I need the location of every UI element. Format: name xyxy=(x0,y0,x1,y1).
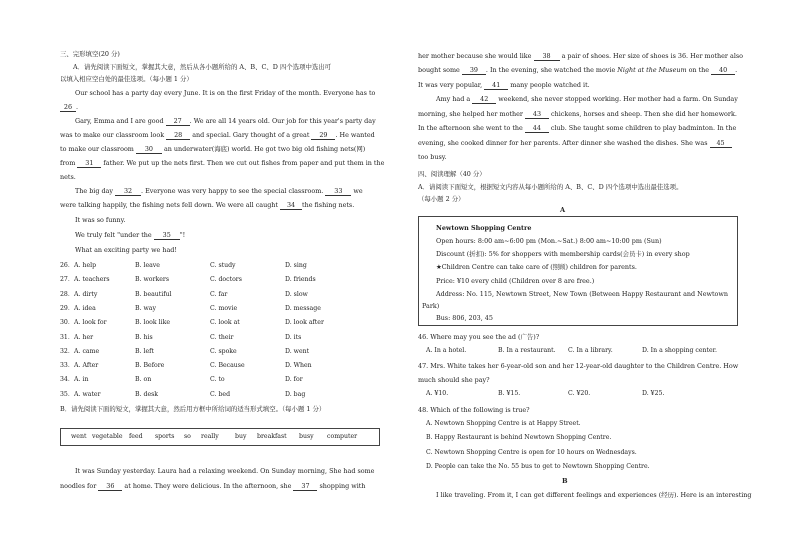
q48-option-d[interactable]: D. People can take the No. 55 bus to get to Newtown Shopping Centre. xyxy=(426,463,650,470)
passage-line: It was Sunday yesterday. Laura had a relaxing weekend. On Sunday morning, She had some xyxy=(75,467,375,475)
passage-b-marker: B xyxy=(562,477,568,485)
cloze-option[interactable]: 29．A. idea xyxy=(60,304,96,312)
cloze-option[interactable]: D. look after xyxy=(285,319,324,327)
passage-b-first-line: I like traveling. From it, I can get different feelings and experiences (经历). Here is an interesting xyxy=(436,491,752,499)
blank-29[interactable]: 29 xyxy=(311,131,335,140)
q46-option-a[interactable]: A. In a hotel. xyxy=(426,347,467,354)
cloze-option[interactable]: C. movie xyxy=(210,304,238,312)
q47-option-b[interactable]: B. ¥15. xyxy=(498,390,521,397)
cloze-option[interactable]: C. look at xyxy=(210,319,240,327)
passage-line xyxy=(60,201,354,210)
text: weekend, she never stopped working. Her mother had a farm. On Sunday xyxy=(498,95,738,103)
blank-37[interactable]: 37 xyxy=(293,482,317,491)
section-3a-instruction-2: 以填入相应空白处的最佳选项。（每小题 1 分） xyxy=(60,75,193,83)
cloze-option[interactable]: 34．A. in xyxy=(60,376,89,384)
question-46: 46. Where may you see the ad (广告)? xyxy=(418,333,540,341)
passage-a-marker: A xyxy=(560,206,566,214)
cloze-option[interactable]: C. Because xyxy=(210,362,245,370)
ad-title: Newtown Shopping Centre xyxy=(436,224,532,232)
text: to make our classroom xyxy=(60,145,134,153)
cloze-option[interactable]: B. way xyxy=(135,304,156,312)
text: shopping with xyxy=(319,482,366,490)
word: really xyxy=(201,433,219,440)
cloze-option[interactable]: 28．A. dirty xyxy=(60,290,98,298)
section-4a-instruction-2: （每小题 2 分） xyxy=(418,195,465,203)
cloze-option[interactable]: C. doctors xyxy=(210,276,242,284)
cloze-option[interactable]: B. his xyxy=(135,333,153,341)
cloze-option[interactable]: B. leave xyxy=(135,262,160,269)
text: an underwater(海底) world. He got two big old fishing nets(网) xyxy=(163,145,366,153)
q48-option-c[interactable]: C. Newtown Shopping Centre is open for 10 hours on Wednesdays. xyxy=(426,449,637,456)
cloze-option[interactable]: 31．A. her xyxy=(60,333,94,341)
cloze-option[interactable]: B. Before xyxy=(135,362,165,370)
text: The big day xyxy=(75,187,113,195)
cloze-option[interactable]: 32．A. came xyxy=(60,347,100,355)
blank-41[interactable]: 41 xyxy=(484,81,508,90)
blank-31[interactable]: 31 xyxy=(77,159,101,168)
word: vegetable xyxy=(92,433,123,440)
cloze-option[interactable]: D. slow xyxy=(285,290,308,298)
passage-line xyxy=(418,139,732,148)
cloze-option[interactable]: C. spoke xyxy=(210,347,237,355)
cloze-option[interactable]: D. its xyxy=(285,333,302,341)
passage-line xyxy=(418,124,736,133)
q46-option-c[interactable]: C. In a library. xyxy=(568,347,613,354)
text: and special. Gary thought of a great xyxy=(192,131,310,139)
cloze-option[interactable]: B. left xyxy=(135,347,154,355)
text: . In the evening, she watched the movie xyxy=(485,66,616,74)
question-48: 48. Which of the following is true? xyxy=(418,406,530,414)
text: at home. They were delicious. In the afternoon, she xyxy=(124,482,292,490)
text: . We are all 14 years old. Our job for this year's party day xyxy=(189,117,376,125)
passage-line: nets. xyxy=(60,173,76,181)
passage-line: too busy. xyxy=(418,153,447,161)
word: breakfast xyxy=(257,433,287,440)
text: It was very popular, xyxy=(418,81,483,89)
movie-title: Night at the Museum xyxy=(617,66,687,74)
ad-address-1: Address: No. 115, Newtown Street, New Town (Between Happy Restaurant and Newtown xyxy=(436,290,728,298)
passage-line xyxy=(75,117,376,126)
cloze-option[interactable]: 35．A. water xyxy=(60,390,101,398)
blank-38[interactable]: 38 xyxy=(534,52,560,61)
cloze-option[interactable]: C. to xyxy=(210,376,225,384)
word: buy xyxy=(235,433,247,440)
q47-option-a[interactable]: A. ¥10. xyxy=(426,390,449,397)
cloze-option[interactable]: B. desk xyxy=(135,390,159,398)
q48-option-b[interactable]: B. Happy Restaurant is behind Newtown Shopping Centre. xyxy=(426,434,612,441)
text: many people watched it. xyxy=(510,81,590,89)
cloze-option[interactable]: D. friends xyxy=(285,276,316,284)
passage-line xyxy=(75,231,185,240)
cloze-option[interactable]: B. beautiful xyxy=(135,290,172,298)
q46-option-d[interactable]: D. In a shopping center. xyxy=(642,347,717,354)
cloze-option[interactable]: D. message xyxy=(285,304,321,312)
ad-address-2: Park) xyxy=(422,302,440,310)
blank-45[interactable]: 45 xyxy=(710,139,732,148)
q46-option-b[interactable]: B. In a restaurant. xyxy=(498,347,556,354)
cloze-option[interactable]: C. study xyxy=(210,262,236,269)
blank-44[interactable]: 44 xyxy=(525,124,549,133)
text: chickens, horses and sheep. Then she did her homework. xyxy=(551,110,737,118)
text: father. We put up the nets first. Then we cut out fishes from paper and put them in the xyxy=(103,159,385,167)
cloze-option[interactable]: 33．A. After xyxy=(60,362,99,370)
cloze-option[interactable]: C. far xyxy=(210,290,228,298)
passage-line xyxy=(418,81,590,90)
blank-40[interactable]: 40 xyxy=(711,66,735,75)
word-box xyxy=(60,428,380,446)
text: Gary, Emma and I are good xyxy=(75,117,164,125)
q48-option-a[interactable]: A. Newtown Shopping Centre is at Happy Street. xyxy=(426,420,581,427)
cloze-option[interactable]: D. for xyxy=(285,376,303,384)
cloze-option[interactable]: D. sing xyxy=(285,262,307,269)
cloze-option[interactable]: C. their xyxy=(210,333,234,341)
passage-line xyxy=(418,66,737,75)
cloze-option[interactable]: B. on xyxy=(135,376,152,384)
cloze-option[interactable]: B. workers xyxy=(135,276,170,284)
text: Amy had a xyxy=(436,95,471,103)
section-3-title: 三、完形填空(20 分) xyxy=(60,50,120,58)
cloze-option[interactable]: 30．A. look for xyxy=(60,319,107,327)
text: the fishing nets. xyxy=(302,201,355,209)
text: morning, she helped her mother xyxy=(418,110,523,118)
text: bought some xyxy=(418,66,460,74)
blank-42[interactable]: 42 xyxy=(472,95,496,104)
word: went xyxy=(71,433,87,440)
q47-option-d[interactable]: D. ¥25. xyxy=(642,390,665,397)
word: computer xyxy=(327,433,358,440)
passage-line: What an exciting party we had! xyxy=(75,246,177,254)
passage-line xyxy=(60,482,365,491)
text: evening, she cooked dinner for her parents. After dinner she washed the dishes. She was xyxy=(418,139,708,147)
text: from xyxy=(60,159,76,167)
cloze-option[interactable]: B. look like xyxy=(135,319,170,327)
text: on the xyxy=(688,66,710,74)
passage-line xyxy=(60,145,365,154)
blank-33[interactable]: 33 xyxy=(325,187,351,196)
passage-line xyxy=(75,187,363,196)
text: . Everyone was very happy to see the special classroom. xyxy=(141,187,324,195)
text: In the afternoon she went to the xyxy=(418,124,523,132)
cloze-option[interactable]: D. went xyxy=(285,347,310,355)
text: a pair of shoes. Her size of shoes is 36. Her mother also xyxy=(561,52,744,60)
text: . xyxy=(735,66,738,74)
blank-34[interactable]: 34 xyxy=(280,201,302,210)
word: busy xyxy=(299,433,314,440)
q47-option-c[interactable]: C. ¥20. xyxy=(568,390,591,397)
cloze-option[interactable]: C. bed xyxy=(210,390,231,398)
word: sports xyxy=(155,433,175,440)
question-47-line-2: much should she pay? xyxy=(418,376,490,384)
passage-line xyxy=(60,131,375,140)
section-4a-instruction-1: A．请阅读下面短文，根据短文内容从每小题所给的 A、B、C、D 四个选项中选出最佳选项。 xyxy=(418,183,683,191)
ad-hours: Open hours: 8:00 am~6:00 pm (Mon.~Sat.) 8:00 am~10:00 pm (Sun) xyxy=(436,237,662,245)
section-3b-instruction: B．请先阅读下面的短文，掌握其大意，然后用方框中所给词的适当形式填空。（每小题 1 分） xyxy=(60,405,326,413)
advertisement-box xyxy=(418,216,738,326)
text: . He wanted xyxy=(335,131,375,139)
ad-children: ★Children Centre can take care of (照顾) children for parents. xyxy=(436,263,637,271)
passage-line xyxy=(418,52,743,61)
cloze-option[interactable]: D. When xyxy=(285,362,312,370)
ad-price: Price: ¥10 every child (Children over 8 are free.) xyxy=(436,277,595,285)
word: so xyxy=(184,433,191,440)
blank-28[interactable]: 28 xyxy=(166,131,190,140)
passage-line: It was so funny. xyxy=(75,216,126,224)
ad-bus: Bus: 806, 203, 45 xyxy=(436,314,493,322)
text: We truly felt "under the xyxy=(75,231,152,239)
blank-30[interactable]: 30 xyxy=(136,145,162,154)
blank-39[interactable]: 39 xyxy=(462,66,486,75)
question-47-line-1: 47. Mrs. White takes her 6-year-old son and her 12-year-old daughter to the Children Centre. How xyxy=(418,362,739,370)
word: feed xyxy=(129,433,143,440)
text: we xyxy=(353,187,363,195)
blank-26[interactable]: 26 xyxy=(60,103,76,112)
blank-43[interactable]: 43 xyxy=(525,110,549,119)
section-3a-instruction-1: A．请先阅读下面短文，掌握其大意，然后从各小题所给的 A、B、C、D 四个选项中选出可 xyxy=(73,63,332,71)
blank-32[interactable]: 32 xyxy=(115,187,141,196)
passage-line xyxy=(60,159,384,168)
blank-36[interactable]: 36 xyxy=(98,482,122,491)
ad-discount: Discount (折扣): 5% for shoppers with membership cards(会员卡) in every shop xyxy=(436,250,690,258)
cloze-option[interactable]: 27．A. teachers xyxy=(60,276,110,284)
passage-line xyxy=(436,95,738,104)
passage-line xyxy=(418,110,737,119)
text: noodles for xyxy=(60,482,97,490)
cloze-option[interactable]: 26．A. help xyxy=(60,262,97,269)
blank-35[interactable]: 35 xyxy=(154,231,180,240)
text: were talking happily, the fishing nets fell down. We were all caught xyxy=(60,201,278,209)
cloze-option[interactable]: D. bag xyxy=(285,390,306,398)
text: "! xyxy=(179,231,186,239)
section-4-title: 四、阅读理解（40 分） xyxy=(418,170,486,178)
passage-line: Our school has a party day every June. It is on the first Friday of the month. Everyone has to xyxy=(75,89,376,97)
text: club. She taught some children to play badminton. In the xyxy=(550,124,737,132)
passage-line: 26 . xyxy=(60,103,78,112)
blank-27[interactable]: 27 xyxy=(166,117,190,126)
text: was to make our classroom look xyxy=(60,131,165,139)
text: her mother because she would like xyxy=(418,52,532,60)
